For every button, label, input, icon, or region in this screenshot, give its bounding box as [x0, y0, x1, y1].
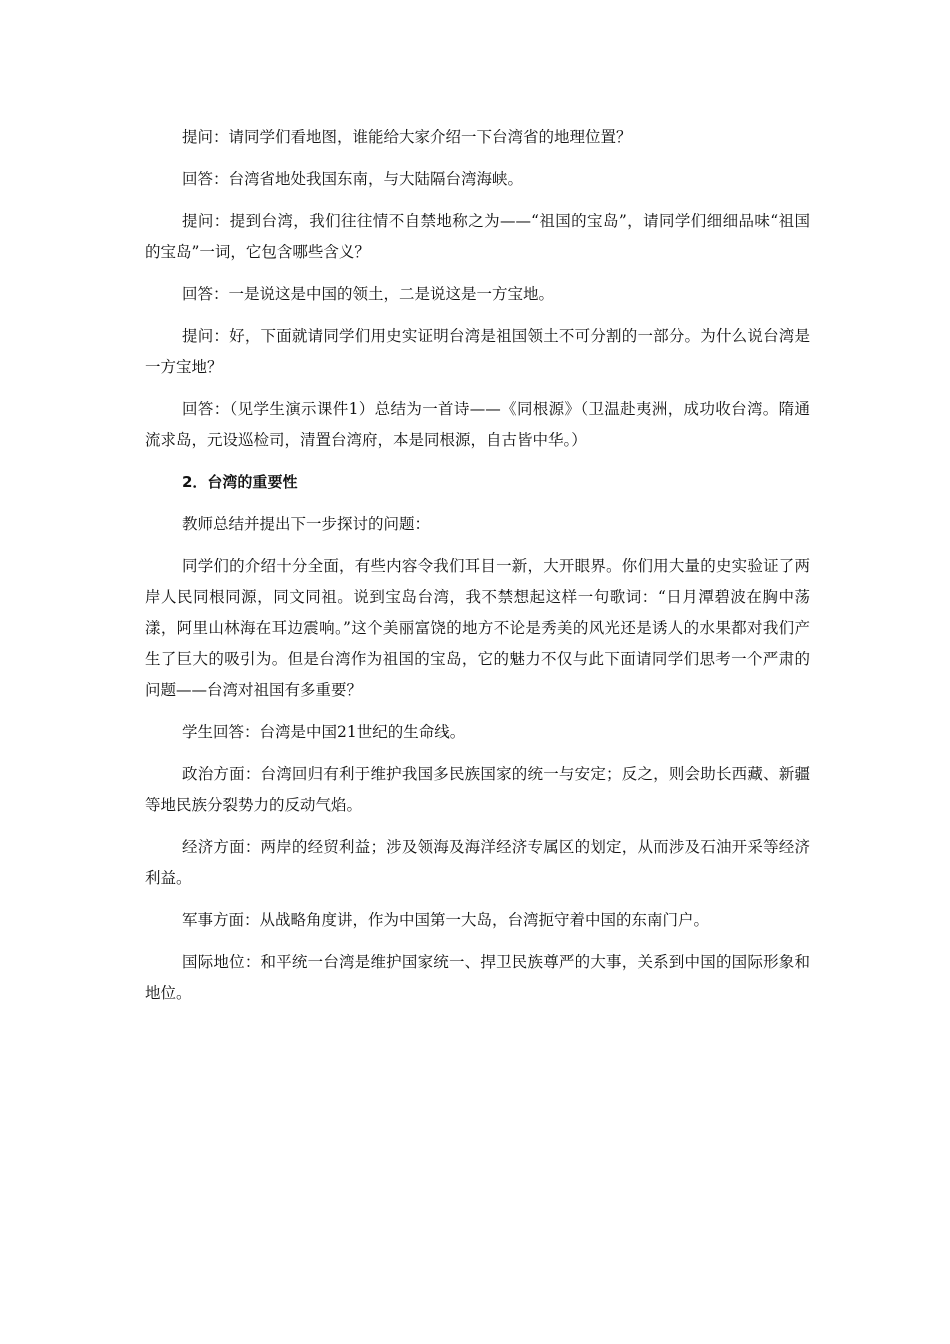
paragraph-question-history: 提问：好，下面就请同学们用史实证明台湾是祖国领土不可分割的一部分。为什么说台湾是一方宝地？ [145, 327, 810, 376]
paragraph-question-geography: 提问：请同学们看地图，谁能给大家介绍一下台湾省的地理位置？ [182, 128, 632, 146]
paragraph-answer-poem: 回答：（见学生演示课件1）总结为一首诗——《同根源》（卫温赴夷洲，成功收台湾。隋通流求岛，元设巡检司，清置台湾府，本是同根源，自古皆中华。） [145, 400, 810, 449]
paragraph-teacher-speech: 同学们的介绍十分全面，有些内容令我们耳目一新，大开眼界。你们用大量的史实验证了两岸人民同根同源，同文同祖。说到宝岛台湾，我不禁想起这样一句歌词：“日月潭碧波在胸中荡漾，阿里山林海在耳边震响。”这个美丽富饶的地方不论是秀美的风光还是诱人的水果都对我们产生了巨大的吸引为。但是台湾作为祖国的宝岛，它的魅力不仅与此下面请同学们思考一个严肃的问题——台湾对祖国有多重要？ [145, 557, 810, 699]
paragraph-student-answer: 学生回答：台湾是中国21世纪的生命线。 [182, 723, 466, 741]
paragraph-economic: 经济方面：两岸的经贸利益；涉及领海及海洋经济专属区的划定，从而涉及石油开采等经济利益。 [145, 838, 810, 887]
paragraph-answer-geography: 回答：台湾省地处我国东南，与大陆隔台湾海峡。 [182, 170, 524, 188]
paragraph-answer-treasure-island: 回答：一是说这是中国的领土，二是说这是一方宝地。 [182, 285, 555, 303]
paragraph-political: 政治方面：台湾回归有利于维护我国多民族国家的统一与安定；反之，则会助长西藏、新疆等地民族分裂势力的反动气焰。 [145, 765, 810, 814]
paragraph-teacher-summary: 教师总结并提出下一步探讨的问题： [182, 515, 431, 533]
document-body [145, 122, 810, 1020]
section-heading-importance: 2．台湾的重要性 [182, 473, 298, 491]
paragraph-international: 国际地位：和平统一台湾是维护国家统一、捍卫民族尊严的大事，关系到中国的国际形象和地位。 [145, 953, 810, 1002]
paragraph-military: 军事方面：从战略角度讲，作为中国第一大岛，台湾扼守着中国的东南门户。 [182, 911, 710, 929]
paragraph-question-treasure-island: 提问：提到台湾，我们往往情不自禁地称之为——“祖国的宝岛”，请同学们细细品味“祖国的宝岛”一词，它包含哪些含义？ [145, 212, 810, 261]
